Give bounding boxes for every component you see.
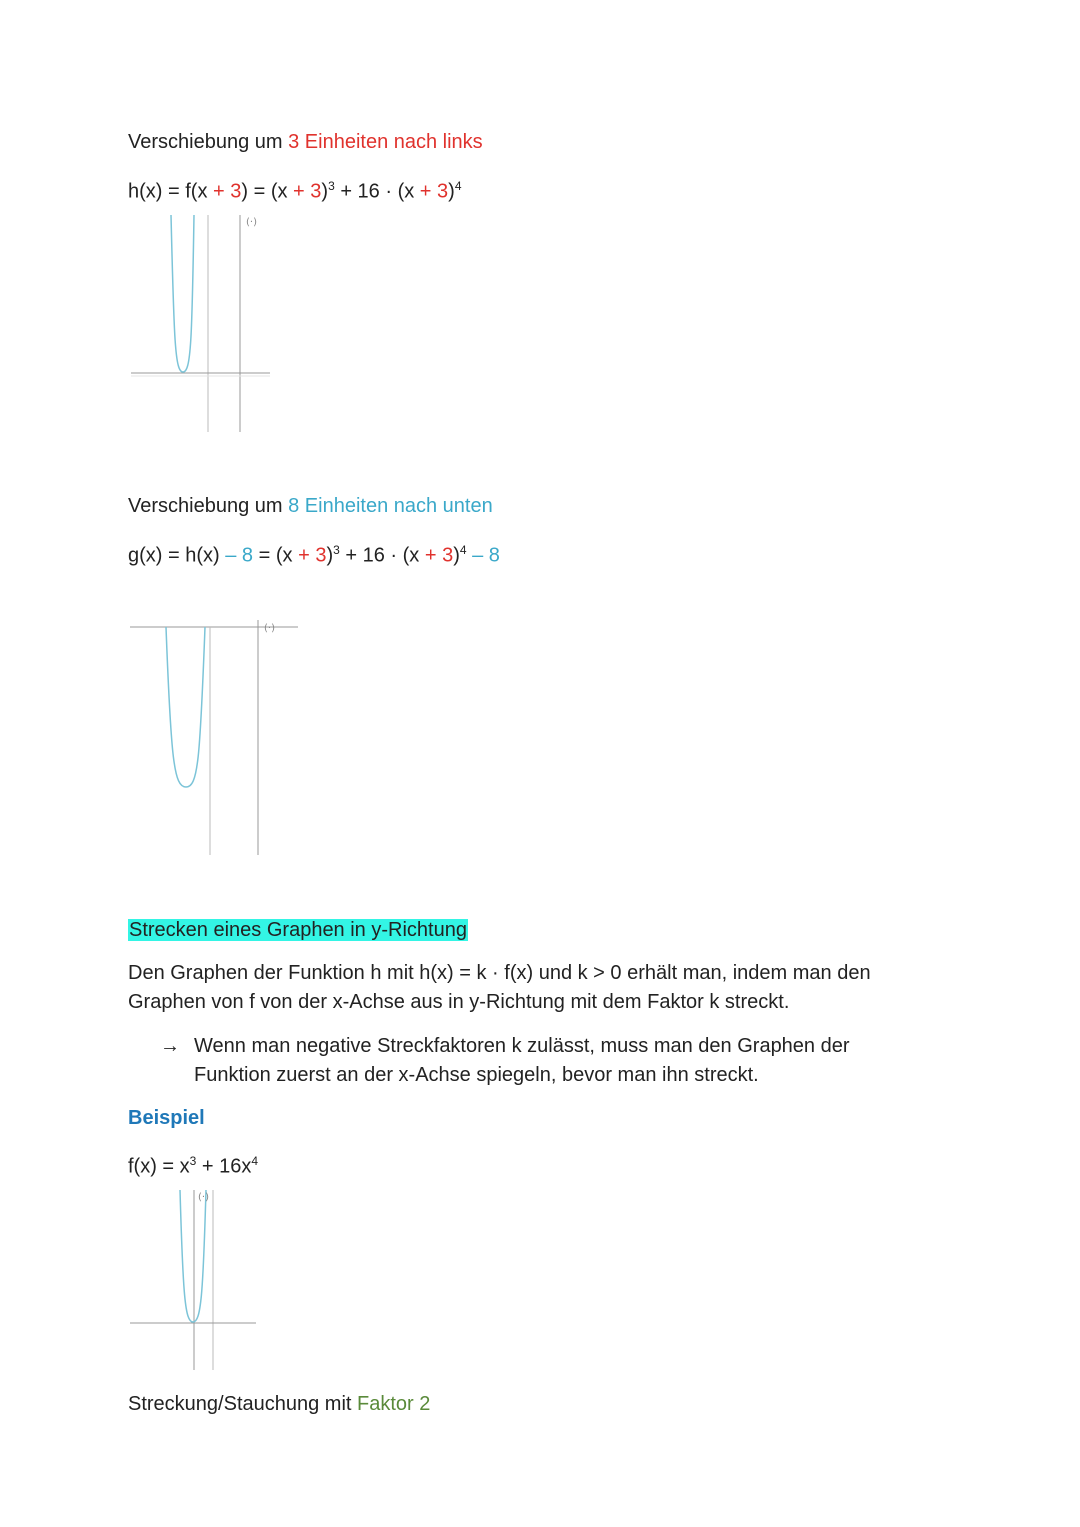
stretch-note: → Wenn man negative Streckfaktoren k zulässt, muss man den Graphen der Funktion zuerst an der x-Achse spiegeln, bevor man ihn streckt. (160, 1032, 900, 1090)
stretch-heading: Strecken eines Graphen in y-Richtung (129, 919, 467, 941)
arrow-icon: → (160, 1035, 180, 1057)
graph-example (128, 1185, 263, 1375)
graph-label: (·) (198, 1192, 209, 1203)
stretch-footer: Streckung/Stauchung mit Faktor 2 (128, 1393, 431, 1415)
shift-down-heading: Verschiebung um 8 Einheiten nach unten (128, 495, 493, 517)
graph-shift-left (128, 210, 278, 435)
shift-left-formula: $h(x) = f(x + 3) = (x + 3)^3 + 16 \cdot (x + 3)^4$ (128, 179, 462, 203)
graph-label: (·) (264, 623, 275, 634)
example-formula: $f(x) = x^3 + 16x^4$ (128, 1154, 259, 1178)
example-label: Beispiel (128, 1107, 205, 1129)
shift-left-heading: Verschiebung um 3 Einheiten nach links (128, 131, 483, 153)
shift-down-formula: $g(x) = h(x) - 8 = (x + 3)^3 + 16 \cdot (x + 3)^4 - 8$ (128, 543, 500, 567)
graph-label: (·) (246, 217, 257, 228)
stretch-definition: Den Graphen der Funktion h mit h(x) = k · f(x) und k > 0 erhält man, indem man den Graphen von f von der x-Achse aus in y-Richtung mit dem Faktor k streckt. (128, 962, 871, 1013)
graph-shift-down (128, 615, 308, 860)
